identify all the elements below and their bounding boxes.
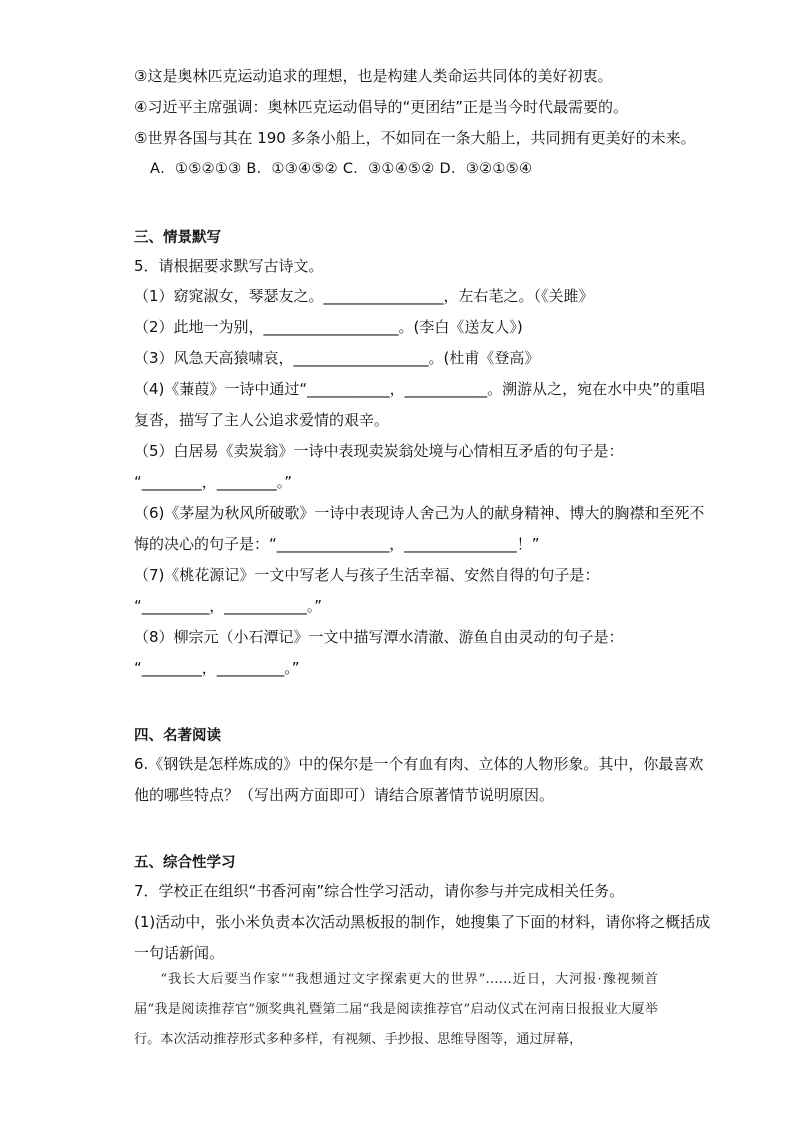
section-3-heading: 三、情景默写 [134, 230, 221, 246]
q5-prompt: 5．请根据要求默写古诗文。 [134, 257, 324, 275]
q5-line-5: （5）白居易《卖炭翁》一诗中表现卖炭翁处境与心情相互矛盾的句子是： [134, 442, 624, 460]
q6-line-1: 6.《钢铁是怎样炼成的》中的保尔是一个有血有肉、立体的人物形象。其中，你最喜欢 [134, 755, 704, 773]
news-material: “我长大后要当作家”“我想通过文字探索更大的世界”……近日，大河报·豫视频首届“我是阅读推荐官”颁奖典礼暨第二届“我是阅读推荐官”启动仪式在河南日报报业大厦举行。本次活动推荐形式多种多样，有视频、手抄报、思维导图等，通过屏幕， [134, 972, 658, 1047]
q4-options: A．①⑤②①③ B．①③④⑤② C．③①④⑤② D．③②①⑤④ [150, 161, 533, 177]
section-5-heading: 五、综合性学习 [134, 855, 236, 871]
q5-line-7: （7)《桃花源记》一文中写老人与孩子生活幸福、安然自得的句子是： [134, 566, 600, 584]
q4-item-5: ⑤世界各国与其在 190 多条小船上，不如同在一条大船上，共同拥有更美好的未来。 [134, 129, 696, 147]
q7-line-3: 一句话新闻。 [134, 944, 225, 962]
q5-line-6: （6)《茅屋为秋风所破歌》一诗中表现诗人舍己为人的献身精神、博大的胸襟和至死不 [134, 504, 705, 522]
q5-line-3: （3）风急天高猿啸哀，__________________。(杜甫《登高》 [134, 349, 540, 367]
q5-line-4: （4)《蒹葭》一诗中通过“___________，___________。溯游从之，宛在水中央”的重唱 [134, 380, 705, 398]
q5-line-1: （1）窈窕淑女，琴瑟友之。________________，左右芼之。（《关雎》 [134, 287, 594, 305]
q5-line-2: （2）此地一为别，__________________。(李白《送友人》) [134, 318, 523, 336]
q5-line-4-cont: 复沓，描写了主人公追求爱情的艰辛。 [134, 411, 390, 429]
q7-line-2: (1)活动中，张小米负责本次活动黑板报的制作，她搜集了下面的材料，请你将之概括成 [134, 913, 711, 931]
q5-line-7-blank: “_________，___________。” [134, 597, 323, 615]
q6-line-2: 他的哪些特点？（写出两方面即可）请结合原著情节说明原因。 [134, 786, 555, 804]
q5-line-8: （8）柳宗元（小石潭记》一文中描写潭水清澈、游鱼自由灵动的句子是： [134, 628, 624, 646]
q5-line-5-blank: “________，________。” [134, 473, 293, 491]
q5-line-8-blank: “________，_________。” [134, 659, 300, 677]
section-4-heading: 四、名著阅读 [134, 728, 221, 744]
q5-line-6-cont: 悔的决心的句子是：“_______________，_______________！” [134, 535, 540, 553]
q4-item-4: ④习近平主席强调：奥林匹克运动倡导的“更团结”正是当今时代最需要的。 [134, 98, 628, 116]
q7-line-1: 7．学校正在组织“书香河南”综合性学习活动，请你参与并完成相关任务。 [134, 882, 625, 900]
q4-item-3: ③这是奥林匹克运动追求的理想，也是构建人类命运共同体的美好初衷。 [134, 67, 613, 85]
